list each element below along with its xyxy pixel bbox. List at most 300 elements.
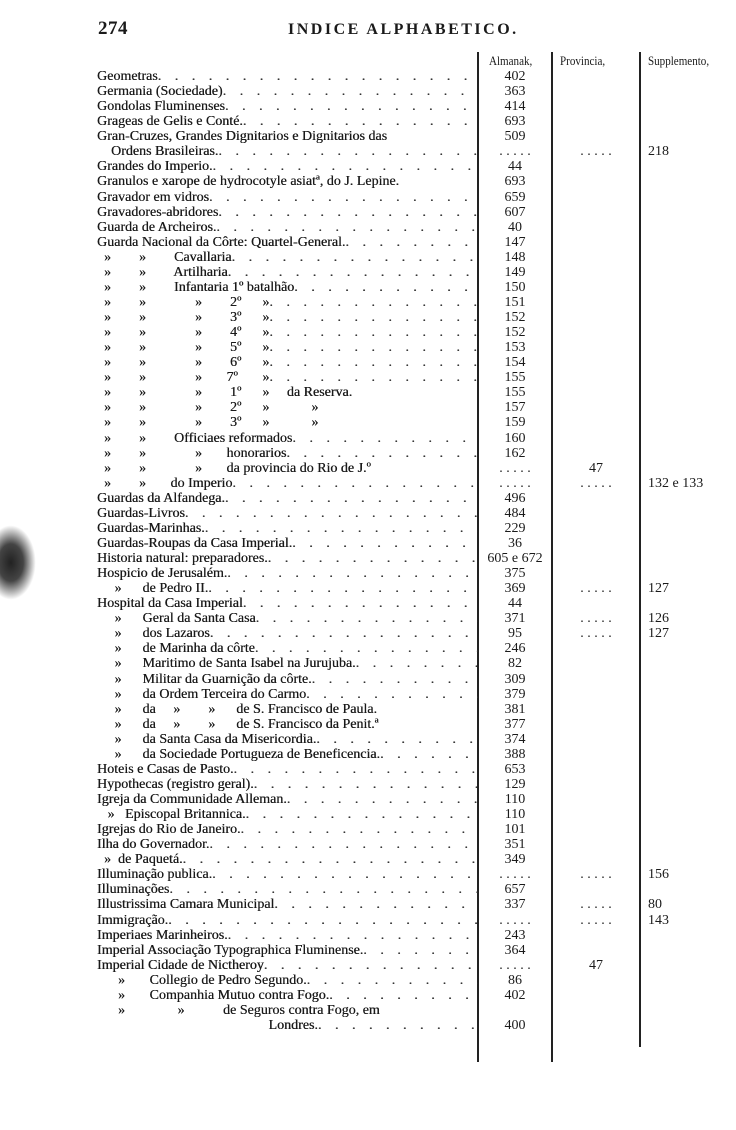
- supplemento-page: [640, 84, 736, 99]
- provincia-page: [552, 84, 640, 99]
- supplemento-page: [640, 852, 736, 867]
- entry-label: » » » 4º »: [97, 325, 270, 341]
- almanak-page: 129: [504, 776, 526, 792]
- supplemento-page: [640, 205, 736, 220]
- provincia-page: [552, 1003, 640, 1018]
- entry-label-cell: [97, 506, 478, 521]
- entry-label: » dos Lazaros: [97, 626, 210, 642]
- dot-leader: [287, 792, 478, 807]
- almanak-page: 110: [504, 807, 526, 823]
- provincia-page: . . . . .: [580, 581, 612, 597]
- entry-label: » Collegio de Pedro Segundo.: [97, 972, 307, 988]
- entry-label-cell: [97, 235, 478, 250]
- entry-label: Londres.: [97, 1017, 318, 1033]
- index-entry: [97, 370, 736, 385]
- almanak-page: 155: [504, 385, 526, 401]
- index-entry: [97, 732, 736, 747]
- entry-label: » Geral da Santa Casa: [97, 611, 256, 627]
- provincia-page: [552, 837, 640, 852]
- entry-label: » da » » de S. Francisco de Paula.: [97, 701, 377, 717]
- dot-leader: [268, 551, 478, 566]
- index-entry: [97, 325, 736, 340]
- entry-label: » » » 7º »: [97, 370, 270, 386]
- entry-label: » de Paquetá.: [97, 852, 183, 868]
- entry-label: Hospital da Casa Imperial: [97, 596, 243, 612]
- supplemento-page: 127: [648, 581, 669, 597]
- dot-leader: [228, 928, 478, 943]
- supplemento-page: [640, 385, 736, 400]
- dot-leader: [274, 897, 478, 912]
- almanak-page: 40: [508, 219, 522, 235]
- almanak-page: 377: [504, 716, 526, 732]
- index-entry: [97, 702, 736, 717]
- supplemento-page: [640, 325, 736, 340]
- entry-label: Ilha do Governador.: [97, 837, 210, 853]
- supplemento-page: 126: [648, 611, 669, 627]
- provincia-page: [552, 205, 640, 220]
- entry-label-cell: [97, 882, 478, 897]
- entry-label: Germania (Sociedade): [97, 84, 223, 100]
- supplemento-page: [640, 882, 736, 897]
- almanak-page: 400: [504, 1017, 526, 1033]
- supplemento-page: [640, 566, 736, 581]
- almanak-page: . . . . .: [499, 957, 531, 973]
- entry-label: Guardas-Roupas da Casa Imperial.: [97, 535, 293, 551]
- provincia-page: [552, 491, 640, 506]
- index-entry: [97, 641, 736, 656]
- index-entry: [97, 536, 736, 551]
- supplemento-page: 80: [648, 897, 662, 913]
- almanak-page: 154: [504, 355, 526, 371]
- entry-label-cell: [97, 928, 478, 943]
- entry-label: Hypothecas (registro geral).: [97, 776, 254, 792]
- almanak-page: 229: [504, 520, 526, 536]
- almanak-page: . . . . .: [499, 144, 531, 160]
- supplemento-page: [640, 431, 736, 446]
- entry-label-cell: [97, 1018, 478, 1033]
- supplemento-page: [640, 69, 736, 84]
- provincia-page: [552, 852, 640, 867]
- entry-label: Gravadores-abridores: [97, 204, 219, 220]
- almanak-page: 36: [508, 535, 522, 551]
- dot-leader: [218, 144, 478, 159]
- almanak-page: 659: [504, 189, 526, 205]
- almanak-page: 101: [504, 822, 526, 838]
- dot-leader: [232, 250, 478, 265]
- dot-leader: [307, 973, 478, 988]
- supplemento-page: [640, 732, 736, 747]
- supplemento-page: [640, 310, 736, 325]
- dot-leader: [254, 777, 478, 792]
- dot-leader: [225, 99, 478, 114]
- supplemento-page: [640, 521, 736, 536]
- entry-label: » » de Seguros contra Fogo, em: [97, 1002, 380, 1018]
- provincia-page: [552, 114, 640, 129]
- provincia-page: [552, 928, 640, 943]
- entry-label: Historia natural: preparadores.: [97, 551, 268, 566]
- entry-label: Igreja da Communidade Alleman.: [97, 792, 287, 807]
- dot-leader: [306, 687, 478, 702]
- index-entry: [97, 431, 736, 446]
- dot-leader: [380, 747, 478, 762]
- entry-label-cell: [97, 250, 478, 265]
- dot-leader: [269, 355, 478, 370]
- supplemento-page: [640, 265, 736, 280]
- almanak-page: 157: [504, 400, 526, 416]
- dot-leader: [240, 822, 478, 837]
- entry-label-cell: [97, 476, 478, 491]
- index-entry: [97, 897, 736, 912]
- dot-leader: [371, 461, 478, 476]
- entry-label-cell: [97, 325, 478, 340]
- entry-label-cell: [97, 687, 478, 702]
- index-entry: [97, 792, 736, 807]
- provincia-page: [552, 99, 640, 114]
- index-entry: [97, 1003, 736, 1018]
- provincia-page: . . . . .: [580, 144, 612, 160]
- index-entry: [97, 190, 736, 205]
- entry-label: » de Marinha da côrte: [97, 641, 255, 657]
- supplemento-page: [640, 190, 736, 205]
- entry-label-cell: [97, 596, 478, 611]
- dot-leader: [169, 882, 478, 897]
- entry-label: Immigração.: [97, 912, 169, 928]
- dot-leader: [223, 84, 478, 99]
- dot-leader: [243, 596, 478, 611]
- dot-leader: [185, 506, 478, 521]
- almanak-page: 95: [508, 626, 522, 642]
- provincia-page: . . . . .: [580, 912, 612, 928]
- index-entry: [97, 566, 736, 581]
- index-entry: [97, 672, 736, 687]
- entry-label-cell: [97, 355, 478, 370]
- entry-label-cell: [97, 943, 478, 958]
- provincia-page: [552, 882, 640, 897]
- entry-label-cell: [97, 732, 478, 747]
- entry-label: Guardas-Marinhas.: [97, 520, 205, 536]
- entry-label-cell: [97, 84, 478, 99]
- dot-leader: [212, 867, 478, 882]
- entry-label: Imperial Cidade de Nictheroy: [97, 957, 264, 973]
- index-entry: [97, 626, 736, 641]
- provincia-page: [552, 446, 640, 461]
- entry-label-cell: [97, 461, 478, 476]
- dot-leader: [312, 672, 478, 687]
- entry-label: » » Cavallaria: [97, 249, 232, 265]
- entry-label-cell: [97, 280, 478, 295]
- provincia-page: [552, 280, 640, 295]
- almanak-page: 414: [504, 99, 526, 115]
- entry-label-cell: [97, 205, 478, 220]
- supplemento-page: [640, 702, 736, 717]
- entry-label-cell: [97, 446, 478, 461]
- entry-label-cell: [97, 220, 478, 235]
- provincia-page: [552, 732, 640, 747]
- entry-label-cell: [97, 431, 478, 446]
- supplemento-page: [640, 717, 736, 732]
- supplemento-page: [640, 461, 736, 476]
- index-entry: [97, 762, 736, 777]
- dot-leader: [158, 69, 478, 84]
- provincia-page: [552, 747, 640, 762]
- dot-leader: [228, 265, 478, 280]
- index-entry: [97, 340, 736, 355]
- entry-label-cell: [97, 777, 478, 792]
- index-entry: [97, 882, 736, 897]
- almanak-page: 374: [504, 731, 526, 747]
- dot-leader: [286, 446, 478, 461]
- dot-leader: [183, 852, 478, 867]
- provincia-page: . . . . .: [580, 611, 612, 627]
- provincia-page: [552, 717, 640, 732]
- supplemento-page: [640, 988, 736, 1003]
- entry-label-cell: [97, 521, 478, 536]
- entry-label: » » » da provincia do Rio de J.º: [97, 460, 371, 476]
- almanak-page: 162: [504, 445, 526, 461]
- almanak-page: 86: [508, 972, 522, 988]
- provincia-page: [552, 129, 640, 144]
- entry-label: Ordens Brasileiras.: [97, 144, 219, 160]
- index-entry: [97, 596, 736, 611]
- index-entry: [97, 415, 736, 430]
- entry-label: Gondolas Fluminenses: [97, 99, 225, 115]
- almanak-page: [478, 1003, 552, 1018]
- entry-label-cell: [97, 747, 478, 762]
- page-title: INDICE ALPHABETICO.: [288, 21, 519, 38]
- entry-label-cell: [97, 159, 478, 174]
- entry-label: » » » 6º »: [97, 355, 270, 371]
- page-number: 274: [98, 18, 128, 39]
- supplemento-page: [640, 641, 736, 656]
- provincia-page: [552, 506, 640, 521]
- entry-label-cell: [97, 822, 478, 837]
- index-entry: [97, 250, 736, 265]
- index-entry: [97, 988, 736, 1003]
- almanak-page: 110: [504, 792, 526, 807]
- index-entry: [97, 928, 736, 943]
- almanak-page: 379: [504, 686, 526, 702]
- provincia-page: [552, 325, 640, 340]
- supplemento-page: [640, 822, 736, 837]
- index-entry: [97, 355, 736, 370]
- almanak-page: 82: [508, 656, 522, 672]
- provincia-page: [552, 220, 640, 235]
- supplemento-page: [640, 340, 736, 355]
- provincia-page: [552, 702, 640, 717]
- supplemento-page: [640, 536, 736, 551]
- entry-label-cell: [97, 536, 478, 551]
- entry-label-cell: [97, 792, 478, 807]
- index-entry: [97, 174, 736, 189]
- entry-label: » » » 2º » »: [97, 400, 319, 416]
- dot-leader: [269, 310, 478, 325]
- dot-leader: [318, 415, 478, 430]
- almanak-page: 44: [508, 159, 522, 175]
- entry-label: Geometras: [97, 69, 158, 84]
- supplemento-page: [640, 551, 736, 566]
- almanak-page: 402: [504, 69, 526, 84]
- index-entry: [97, 611, 736, 626]
- entry-label: » » » 5º »: [97, 340, 270, 356]
- supplemento-page: [640, 747, 736, 762]
- supplemento-page: [640, 958, 736, 973]
- almanak-page: . . . . .: [499, 912, 531, 928]
- dot-leader: [255, 641, 478, 656]
- dot-leader: [363, 943, 478, 958]
- entry-label: Gran-Cruzes, Grandes Dignitarios e Dignitarios das: [97, 129, 388, 145]
- provincia-page: [552, 159, 640, 174]
- supplemento-page: [640, 159, 736, 174]
- index-entry: [97, 476, 736, 491]
- entry-label-cell: [97, 265, 478, 280]
- provincia-page: [552, 370, 640, 385]
- index-entry: [97, 506, 736, 521]
- index-entry: [97, 144, 736, 159]
- supplemento-page: [640, 114, 736, 129]
- entry-label: Illuminação publica.: [97, 867, 213, 883]
- supplemento-page: [640, 928, 736, 943]
- index-entry: [97, 747, 736, 762]
- index-entry: [97, 551, 736, 566]
- provincia-page: [552, 69, 640, 84]
- supplemento-page: [640, 656, 736, 671]
- provincia-page: [552, 566, 640, 581]
- provincia-page: [552, 943, 640, 958]
- almanak-page: 147: [504, 234, 526, 250]
- index-entry: [97, 99, 736, 114]
- index-table: [97, 69, 736, 1033]
- entry-label: Guardas da Alfandega.: [97, 490, 225, 506]
- almanak-page: 371: [504, 611, 526, 627]
- entry-label-cell: [97, 973, 478, 988]
- provincia-page: [552, 295, 640, 310]
- entry-label: » » » 3º »: [97, 310, 270, 325]
- entry-label-cell: [97, 837, 478, 852]
- index-entry: [97, 807, 736, 822]
- supplemento-page: [640, 1003, 736, 1018]
- index-entry: [97, 491, 736, 506]
- provincia-page: [552, 340, 640, 355]
- dot-leader: [264, 958, 478, 973]
- supplemento-page: [640, 506, 736, 521]
- provincia-page: [552, 250, 640, 265]
- supplemento-page: [640, 415, 736, 430]
- entry-label-cell: [97, 1003, 478, 1018]
- entry-label: » » » 3º » »: [97, 415, 319, 431]
- index-entry: [97, 310, 736, 325]
- provincia-page: . . . . .: [580, 867, 612, 883]
- entry-label-cell: [97, 717, 478, 732]
- dot-leader: [243, 114, 478, 129]
- index-entry: [97, 867, 736, 882]
- entry-label: Granulos e xarope de hydrocotyle asiatª, do J. Lepine.: [97, 174, 400, 190]
- provincia-page: 47: [589, 957, 603, 973]
- index-entry: [97, 852, 736, 867]
- provincia-page: [552, 1018, 640, 1033]
- entry-label: » da » » de S. Francisco da Penit.ª: [97, 716, 379, 732]
- index-entry: [97, 205, 736, 220]
- dot-leader: [269, 295, 478, 310]
- supplemento-page: [640, 174, 736, 189]
- supplemento-page: 143: [648, 912, 669, 928]
- index-entry: [97, 84, 736, 99]
- supplemento-page: [640, 837, 736, 852]
- almanak-page: 363: [504, 84, 526, 100]
- dot-leader: [356, 656, 478, 671]
- index-entry: [97, 656, 736, 671]
- provincia-page: . . . . .: [580, 475, 612, 491]
- provincia-page: [552, 988, 640, 1003]
- entry-label: » Maritimo de Santa Isabel na Jurujuba.: [97, 656, 356, 672]
- almanak-page: 153: [504, 340, 526, 356]
- index-entry: [97, 913, 736, 928]
- supplemento-page: [640, 355, 736, 370]
- index-entry: [97, 1018, 736, 1033]
- provincia-page: [552, 190, 640, 205]
- index-entry: [97, 461, 736, 476]
- entry-label: Guarda Nacional da Côrte: Quartel-General.: [97, 234, 346, 250]
- entry-label-cell: [97, 641, 478, 656]
- provincia-page: [552, 807, 640, 822]
- index-entry: [97, 717, 736, 732]
- index-entry: [97, 385, 736, 400]
- dot-leader: [205, 521, 478, 536]
- almanak-page: 484: [504, 505, 526, 521]
- dot-leader: [345, 235, 478, 250]
- provincia-page: [552, 400, 640, 415]
- entry-label: Guardas-Livros: [97, 505, 185, 521]
- supplemento-page: 132 e 133: [648, 475, 704, 491]
- supplemento-page: [640, 491, 736, 506]
- supplemento-page: [640, 777, 736, 792]
- index-entry: [97, 129, 736, 144]
- supplemento-page: 218: [648, 144, 669, 160]
- almanak-page: 402: [504, 987, 526, 1003]
- entry-label-cell: [97, 988, 478, 1003]
- entry-label-cell: [97, 114, 478, 129]
- supplemento-page: [640, 687, 736, 702]
- column-header-almanak: Almanak,: [489, 53, 533, 68]
- dot-leader: [168, 913, 478, 928]
- index-entry: [97, 114, 736, 129]
- supplemento-page: [640, 973, 736, 988]
- entry-label: » Militar da Guarnição da côrte.: [97, 671, 312, 687]
- dot-leader: [208, 581, 478, 596]
- index-entry: [97, 280, 736, 295]
- almanak-page: 309: [504, 671, 526, 687]
- dot-leader: [210, 626, 478, 641]
- supplemento-page: [640, 235, 736, 250]
- supplemento-page: [640, 943, 736, 958]
- index-entry: [97, 777, 736, 792]
- provincia-page: [552, 792, 640, 807]
- dot-leader: [318, 400, 478, 415]
- almanak-page: 150: [504, 279, 526, 295]
- entry-label-cell: [97, 762, 478, 777]
- almanak-page: 509: [504, 129, 526, 145]
- dot-leader: [292, 536, 478, 551]
- almanak-page: 243: [504, 927, 526, 943]
- entry-label: Grandes do Imperio.: [97, 159, 213, 175]
- index-entry: [97, 958, 736, 973]
- entry-label-cell: [97, 174, 478, 189]
- almanak-page: . . . . .: [499, 475, 531, 491]
- entry-label: » » Officiaes reformados: [97, 430, 293, 446]
- supplemento-page: [640, 400, 736, 415]
- provincia-page: [552, 822, 640, 837]
- almanak-page: 152: [504, 310, 526, 325]
- supplemento-page: [640, 762, 736, 777]
